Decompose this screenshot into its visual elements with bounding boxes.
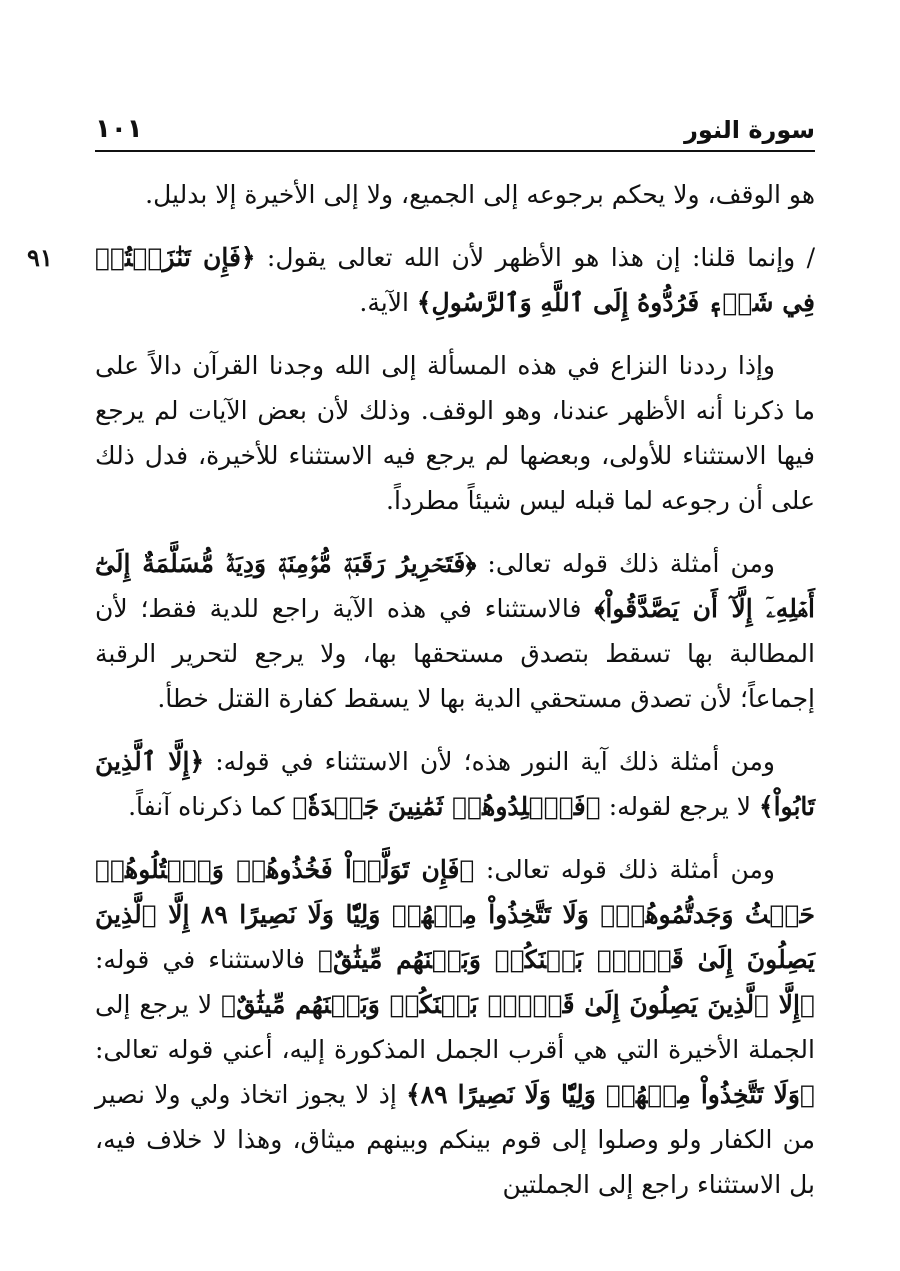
paragraph-4 xyxy=(95,541,815,721)
document-page xyxy=(27,110,816,1225)
quran-verse: ﴿إِلَّا ٱلَّذِينَ يَصِلُونَ إِلَىٰ قَوۡمِۭ بَيۡنَكُمۡ وَبَيۡنَهُم مِّيثَٰقٌ﴾ xyxy=(221,990,815,1019)
page-body xyxy=(27,172,816,1207)
paragraph-2 xyxy=(27,235,816,325)
paragraph-text: كما ذكرناه آنفاً. xyxy=(128,792,293,821)
page-header xyxy=(95,110,815,152)
page-number: ١٠١ xyxy=(95,114,143,144)
paragraph-text: ومن أمثلة ذلك آية النور هذه؛ لأن الاستثناء في قوله: xyxy=(204,747,775,776)
paragraph-text: إذ لا يجوز اتخاذ ولي ولا نصير من الكفار ولو وصلوا إلى قوم بينكم وبينهم ميثاق، وهذا لا خلاف فيه، بل الاستثناء راجع إلى الجملتين xyxy=(95,1080,815,1199)
quran-verse: ﴿وَلَا تَتَّخِذُواْ مِنۡهُمۡ وَلِيّٗا وَلَا نَصِيرًا ٨٩﴾ xyxy=(406,1080,815,1109)
quran-verse: ﴿فَإِن تَنَٰزَعۡتُمۡ فِي شَيۡءٖ فَرُدُّوهُ إِلَى ٱللَّهِ وَٱلرَّسُولِ﴾ xyxy=(95,243,815,317)
paragraph-text: الآية. xyxy=(359,288,417,317)
paragraph-1 xyxy=(95,172,815,217)
quran-verse: ﴿فَإِن تَوَلَّوۡاْ فَخُذُوهُمۡ وَٱقۡتُلُوهُمۡ حَيۡثُ وَجَدتُّمُوهُمۡۖ وَلَا تَتَّخِذُواْ مِنۡهُمۡ وَلِيّٗا وَلَا نَصِيرًا ٨٩ إِلَّا ٱلَّذِينَ يَصِلُونَ إِلَىٰ قَوۡمِۭ بَيۡنَكُمۡ وَبَيۡنَهُم مِّيثَٰقٌ﴾ xyxy=(95,855,815,974)
paragraph-text: لا يرجع لقوله: xyxy=(600,792,759,821)
paragraph-text: فالاستثناء في هذه الآية راجع للدية فقط؛ لأن المطالبة بها تسقط بتصدق مستحقها بها، ولا يرجع لتحرير الرقبة إجماعاً؛ لأن تصدق مستحقي الدية بها لا يسقط كفارة القتل خطأ. xyxy=(95,594,815,713)
paragraph-3 xyxy=(95,343,815,523)
paragraph-5 xyxy=(95,739,815,829)
margin-page-reference: ٩١ xyxy=(27,243,53,272)
surah-title: سورة النور xyxy=(684,116,815,144)
paragraph-text: / وإنما قلنا: إن هذا هو الأظهر لأن الله تعالى يقول: xyxy=(255,243,816,272)
quran-verse: ﴿فَٱجۡلِدُوهُمۡ ثَمَٰنِينَ جَلۡدَةٗ﴾ xyxy=(292,792,601,821)
paragraph-text: لا يرجع إلى الجملة الأخيرة التي هي أقرب الجمل المذكورة إليه، أعني قوله تعالى: xyxy=(95,990,815,1064)
paragraph-text: ومن أمثلة ذلك قوله تعالى: xyxy=(474,855,775,884)
paragraph-text: وإذا رددنا النزاع في هذه المسألة إلى الله وجدنا القرآن دالاً على ما ذكرنا أنه الأظهر عندنا، وهو الوقف. وذلك لأن بعض الآيات لم يرجع فيها الاستثناء للأولى، وبعضها لم يرجع فيه الاستثناء للأخيرة، فدل ذلك على أن رجوعه لما قبله ليس شيئاً مطرداً. xyxy=(95,351,815,515)
paragraph-6 xyxy=(95,847,815,1207)
quran-verse: ﴿فَتَحۡرِيرُ رَقَبَةٖ مُّؤۡمِنَةٖ وَدِيَةٞ مُّسَلَّمَةٌ إِلَىٰٓ أَهۡلِهِۦٓ إِلَّآ أَن يَصَّدَّقُواْ﴾ xyxy=(95,549,816,623)
paragraph-text: هو الوقف، ولا يحكم برجوعه إلى الجميع، ولا إلى الأخيرة إلا بدليل. xyxy=(145,180,815,209)
paragraph-text: ومن أمثلة ذلك قوله تعالى: xyxy=(476,549,775,578)
paragraph-text: فالاستثناء في قوله: xyxy=(95,945,319,974)
quran-verse: ﴿إِلَّا ٱلَّذِينَ تَابُواْ﴾ xyxy=(95,747,815,821)
